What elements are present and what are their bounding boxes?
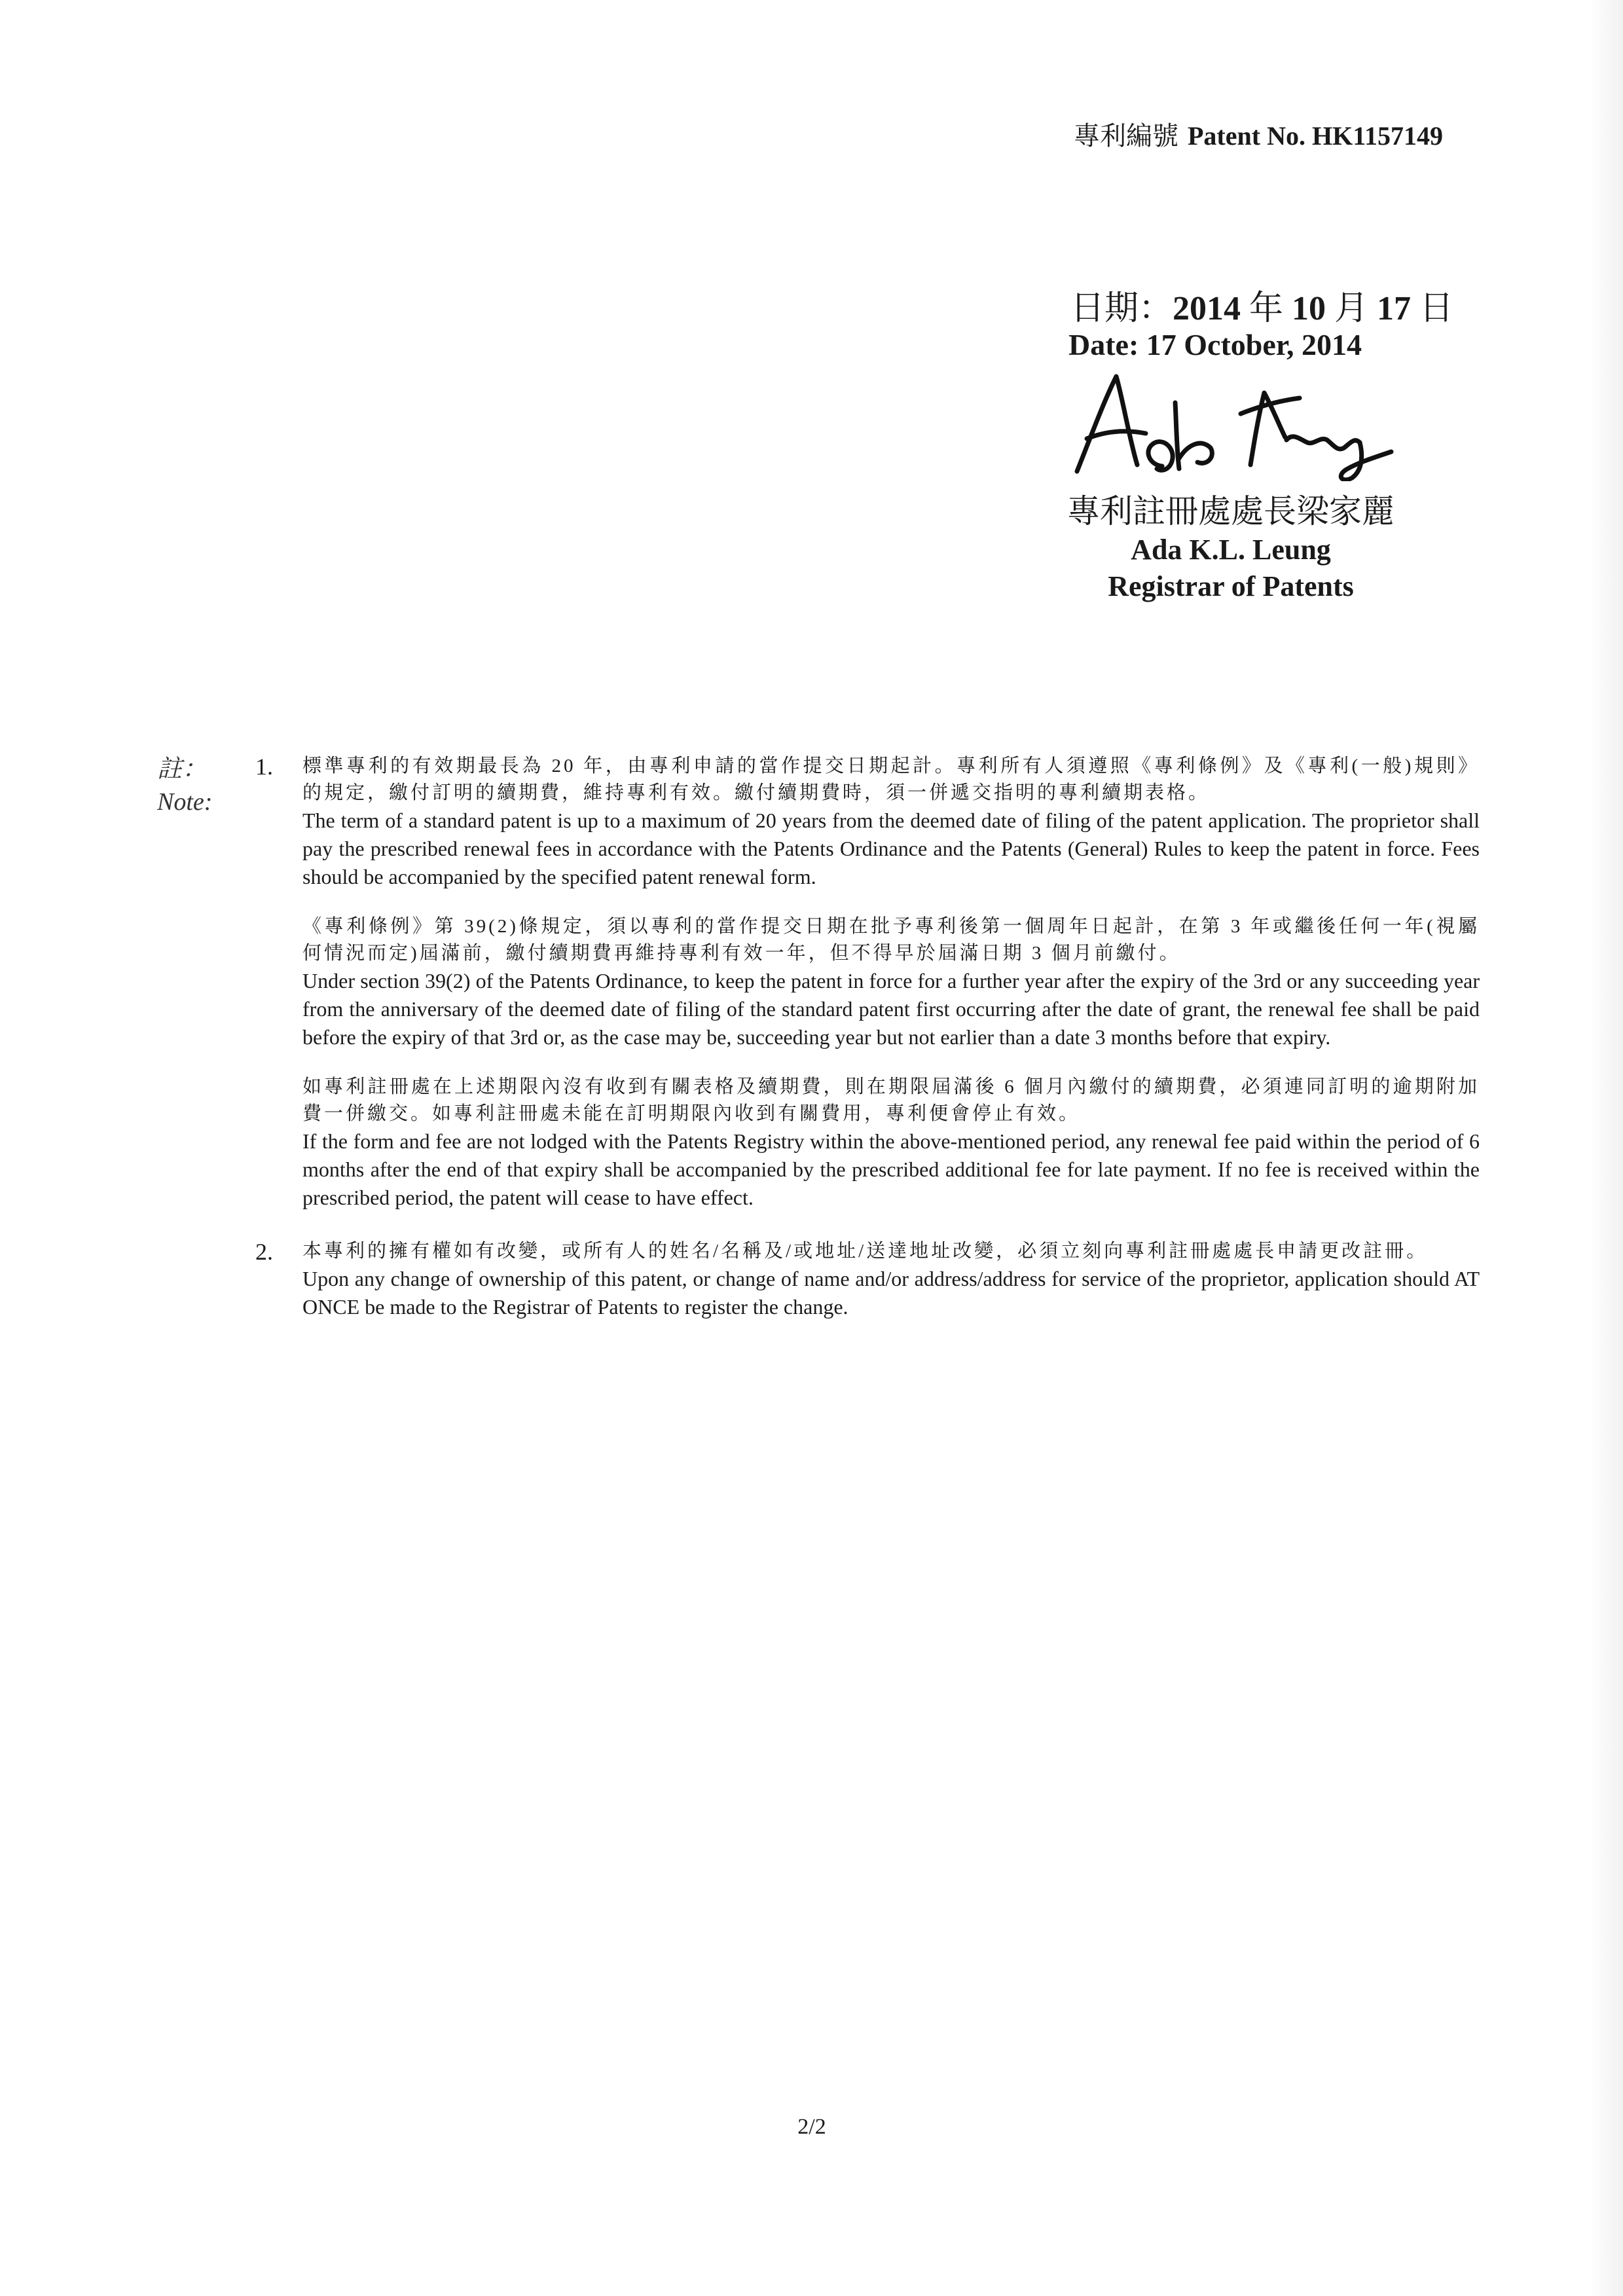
note-paragraph-en: Under section 39(2) of the Patents Ordinance, to keep the patent in force for a further year after the expiry of the 3rd or any succeeding year from the anniversary of the deemed date of filing of the standard patent first occurring after the date of grant, the renewal fee shall be paid before the expiry of that 3rd or, as the case may be, succeeding year but not earlier than a date 3 months before that expiry. [302,969,1480,1049]
date-zh-label: 日期： [1070,290,1173,327]
page-number: 2/2 [797,2115,826,2139]
signatory-zh: 專利註冊處處長梁家麗 [1067,493,1395,530]
signatory-name: Ada K.L. Leung [1131,534,1331,566]
note-label [157,753,212,818]
patent-number [1074,115,1443,153]
notes-list [255,753,1480,1347]
patent-number-label-zh: 專利編號 [1074,121,1178,151]
scan-edge-shade [1590,0,1623,2296]
date-zh-day-char: 日 [1419,290,1454,327]
note-paragraph-en: Upon any change of ownership of this patent, or change of name and/or address/address for service of the proprietor, application should AT ONCE be made to the Registrar of Patents to register the change. [302,1267,1480,1319]
note-body [302,753,1480,1212]
note-paragraph-en: If the form and fee are not lodged with the Patents Registry within the above-mentioned period, any renewal fee paid within the period of 6 months after the end of that expiry shall be accompanied by the prescribed additional fee for late payment. If no fee is received within the prescribed period, the patent will cease to have effect. [302,1129,1480,1209]
signatory-block [1008,491,1453,605]
note-paragraph-zh: 《專利條例》第 39(2)條規定，須以專利的當作提交日期在批予專利後第一個周年日起計，在第 3 年或繼後任何一年(視屬何情況而定)屆滿前，繳付續期費再維持專利有效一年，但不得早於屆滿日期 3 個月前繳付。 [302,916,1480,964]
signatory-title: Registrar of Patents [1108,570,1354,602]
date-zh-year: 2014 [1173,290,1241,327]
date-zh [1070,280,1453,329]
note-label-en: Note: [157,788,213,816]
note-paragraph-en: The term of a standard patent is up to a maximum of 20 years from the deemed date of filing of the patent application. The proprietor shall pay the prescribed renewal fees in accordance with the Patents Ordinance and the Patents (General) Rules to keep the patent in force. Fees should be accompanied by the specified patent renewal form. [302,809,1480,888]
date-zh-year-char: 年 [1249,290,1284,327]
note-paragraph-zh: 本專利的擁有權如有改變，或所有人的姓名/名稱及/或地址/送達地址改變，必須立刻向專利註冊處處長申請更改註冊。 [302,1241,1429,1262]
note-item [255,1238,1480,1321]
handwritten-signature [1064,367,1404,481]
date-zh-month: 10 [1292,290,1326,327]
date-en: Date: 17 October, 2014 [1068,328,1362,361]
note-body [302,1238,1480,1321]
note-paragraph-zh: 如專利註冊處在上述期限內沒有收到有關表格及續期費，則在期限屆滿後 6 個月內繳付的續期費，必須連同訂明的逾期附加費一併繳交。如專利註冊處未能在訂明期限內收到有關費用，專利便會停止有效。 [302,1076,1480,1124]
date-zh-month-char: 月 [1334,290,1369,327]
note-number: 2. [255,1239,273,1265]
note-label-zh: 註： [157,756,208,783]
patent-number-value: Patent No. HK1157149 [1188,121,1443,151]
note-item [255,753,1480,1212]
note-number: 1. [255,754,273,780]
note-paragraph [302,1238,1480,1321]
date-zh-day: 17 [1377,290,1412,327]
note-paragraph [302,1074,1480,1212]
note-paragraph-zh: 標準專利的有效期最長為 20 年，由專利申請的當作提交日期起計。專利所有人須遵照《專利條例》及《專利(一般)規則》的規定，繳付訂明的續期費，維持專利有效。繳付續期費時，須一併遞交指明的專利續期表格。 [302,756,1480,803]
note-paragraph [302,913,1480,1051]
note-paragraph [302,753,1480,891]
